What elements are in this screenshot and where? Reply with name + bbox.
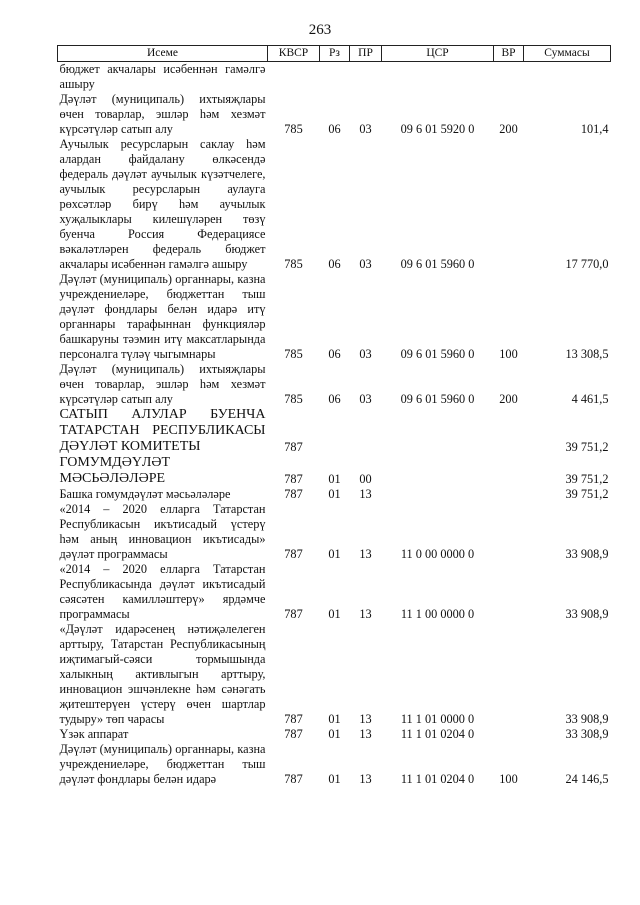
row-sum: 39 751,2 bbox=[565, 487, 609, 501]
row-pr: 03 bbox=[359, 122, 372, 136]
row-name: Дәүләт (муниципаль) органнары, казна учреждениеләре, бюджеттан тыш дәүләт фондлары белән идарә итү органнары тарафыннан функцияләр башкаруны тәэмин итү максатларында персоналга түләү чыгымнары bbox=[59, 272, 266, 361]
table-row bbox=[58, 502, 611, 562]
row-kvsr: 787 bbox=[284, 772, 303, 786]
row-name: САТЫП АЛУЛАР БУЕНЧА ТАТАРСТАН РЕСПУБЛИКАСЫ ДӘҮЛӘТ КОМИТЕТЫ bbox=[59, 407, 266, 454]
row-vr bbox=[494, 502, 524, 562]
row-name: Башка гомумдәүләт мәсьәләләре bbox=[59, 487, 231, 501]
row-vr: 200 bbox=[499, 392, 518, 406]
row-kvsr: 787 bbox=[284, 547, 303, 561]
row-vr bbox=[494, 622, 524, 727]
row-vr bbox=[494, 407, 524, 455]
row-csr: 11 0 00 0000 0 bbox=[400, 547, 475, 561]
header-rz: Рз bbox=[320, 46, 350, 62]
row-pr bbox=[350, 62, 382, 93]
row-name: Аучылык ресурсларын саклау һәм алардан файдалану өлкәсендә федераль дәүләт аучылык күзәтчелеге, аучылык ресурсларын аулауга рөхсәтләр бирү һәм аучылык хуҗалыклары килешүләрен төзү буенча Россия Федерациясе вәкаләтләрен федераль бюджет акчалары исәбеннән гамәлгә ашыру bbox=[59, 137, 266, 271]
row-rz bbox=[320, 407, 350, 455]
table-row bbox=[58, 92, 611, 137]
row-csr: 09 6 01 5920 0 bbox=[400, 122, 475, 136]
row-rz: 01 bbox=[328, 487, 341, 501]
row-kvsr: 787 bbox=[284, 440, 303, 454]
header-csr: ЦСР bbox=[382, 46, 494, 62]
row-kvsr: 785 bbox=[284, 122, 303, 136]
row-rz: 01 bbox=[328, 712, 341, 726]
row-rz: 01 bbox=[328, 607, 341, 621]
table-row bbox=[58, 562, 611, 622]
table-body bbox=[58, 62, 611, 788]
row-sum: 101,4 bbox=[580, 122, 609, 136]
table-row bbox=[58, 455, 611, 487]
row-rz: 06 bbox=[328, 347, 341, 361]
row-sum: 33 908,9 bbox=[565, 607, 609, 621]
row-pr: 13 bbox=[359, 712, 372, 726]
row-sum: 33 908,9 bbox=[565, 547, 609, 561]
row-csr bbox=[382, 407, 494, 455]
header-kvsr: КВСР bbox=[268, 46, 320, 62]
row-vr: 100 bbox=[499, 772, 518, 786]
row-name: «2014 – 2020 елларга Татарстан Республикасында дәүләт икътисадый сәясәтен камилләштерү» ярдәмче программасы bbox=[59, 562, 266, 621]
row-csr: 11 1 01 0000 0 bbox=[400, 712, 475, 726]
row-rz: 06 bbox=[328, 392, 341, 406]
row-pr: 03 bbox=[359, 392, 372, 406]
row-pr: 03 bbox=[359, 257, 372, 271]
table-row bbox=[58, 487, 611, 502]
table-row bbox=[58, 62, 611, 93]
row-rz bbox=[320, 62, 350, 93]
row-kvsr bbox=[268, 62, 320, 93]
row-kvsr: 785 bbox=[284, 257, 303, 271]
row-kvsr: 787 bbox=[284, 607, 303, 621]
row-rz: 06 bbox=[328, 122, 341, 136]
row-pr: 13 bbox=[359, 607, 372, 621]
row-pr: 13 bbox=[359, 487, 372, 501]
table-row bbox=[58, 272, 611, 362]
row-vr bbox=[494, 562, 524, 622]
row-sum: 24 146,5 bbox=[565, 772, 609, 786]
row-sum bbox=[524, 62, 611, 93]
table-header-row bbox=[58, 46, 611, 62]
row-rz: 01 bbox=[328, 727, 341, 741]
table-row bbox=[58, 622, 611, 727]
row-rz: 01 bbox=[328, 472, 341, 486]
row-rz: 01 bbox=[328, 772, 341, 786]
row-kvsr: 785 bbox=[284, 347, 303, 361]
row-kvsr: 785 bbox=[284, 392, 303, 406]
row-pr: 13 bbox=[359, 727, 372, 741]
row-sum: 33 308,9 bbox=[565, 727, 609, 741]
table-row bbox=[58, 137, 611, 272]
row-name: Үзәк аппарат bbox=[59, 727, 129, 741]
row-csr bbox=[382, 62, 494, 93]
row-rz: 06 bbox=[328, 257, 341, 271]
row-sum: 17 770,0 bbox=[565, 257, 609, 271]
row-name: бюджет акчалары исәбеннән гамәлгә ашыру bbox=[59, 62, 266, 91]
row-kvsr: 787 bbox=[284, 472, 303, 486]
row-vr: 100 bbox=[499, 347, 518, 361]
row-name: ГОМУМДӘҮЛӘТ МӘСЬӘЛӘЛӘРЕ bbox=[59, 455, 171, 486]
row-sum: 39 751,2 bbox=[565, 440, 609, 454]
row-pr: 00 bbox=[359, 472, 372, 486]
row-sum: 39 751,2 bbox=[565, 472, 609, 486]
row-kvsr: 787 bbox=[284, 727, 303, 741]
row-name: «2014 – 2020 елларга Татарстан Республикасын икътисадый үстерү һәм аның инновацион икътисады» дәүләт программасы bbox=[59, 502, 266, 561]
row-vr: 200 bbox=[499, 122, 518, 136]
row-name: Дәүләт (муниципаль) органнары, казна учреждениеләре, бюджеттан тыш дәүләт фондлары белән идарә bbox=[59, 742, 266, 786]
row-vr bbox=[494, 455, 524, 487]
row-sum: 13 308,5 bbox=[565, 347, 609, 361]
row-csr: 11 1 01 0204 0 bbox=[400, 772, 475, 786]
row-csr: 11 1 00 0000 0 bbox=[400, 607, 475, 621]
header-vr: ВР bbox=[494, 46, 524, 62]
row-csr: 09 6 01 5960 0 bbox=[400, 257, 475, 271]
table-row bbox=[58, 742, 611, 787]
table-row bbox=[58, 407, 611, 455]
row-kvsr: 787 bbox=[284, 712, 303, 726]
row-vr bbox=[494, 727, 524, 742]
header-pr: ПР bbox=[350, 46, 382, 62]
budget-table bbox=[57, 45, 611, 787]
row-vr bbox=[494, 137, 524, 272]
row-pr: 13 bbox=[359, 772, 372, 786]
row-csr: 09 6 01 5960 0 bbox=[400, 392, 475, 406]
page-number: 263 bbox=[308, 22, 332, 38]
row-pr: 03 bbox=[359, 347, 372, 361]
row-csr: 09 6 01 5960 0 bbox=[400, 347, 475, 361]
row-vr bbox=[494, 487, 524, 502]
row-rz: 01 bbox=[328, 547, 341, 561]
row-csr: 11 1 01 0204 0 bbox=[400, 727, 475, 741]
row-kvsr: 787 bbox=[284, 487, 303, 501]
row-vr bbox=[494, 62, 524, 93]
row-name: «Дәүләт идарәсенең нәтиҗәлелеген арттыру, Татарстан Республикасының иҗтимагый-сәяси тормышында халыкның активлыгын арттыру, инновацион эшчәнлекне һәм сәнәгать җитештерүен үстерү өчен шартлар тудыру» төп чарасы bbox=[59, 622, 266, 726]
row-pr: 13 bbox=[359, 547, 372, 561]
table-row bbox=[58, 727, 611, 742]
row-name: Дәүләт (муниципаль) ихтыяҗлары өчен товарлар, эшләр һәм хезмәт күрсәтүләр сатып алу bbox=[59, 92, 266, 136]
row-sum: 4 461,5 bbox=[571, 392, 609, 406]
table-row bbox=[58, 362, 611, 407]
row-csr bbox=[382, 455, 494, 487]
row-name: Дәүләт (муниципаль) ихтыяҗлары өчен товарлар, эшләр һәм хезмәт күрсәтүләр сатып алу bbox=[59, 362, 266, 406]
header-name: Исеме bbox=[58, 46, 268, 62]
row-sum: 33 908,9 bbox=[565, 712, 609, 726]
row-csr bbox=[382, 487, 494, 502]
row-pr bbox=[350, 407, 382, 455]
header-sum: Суммасы bbox=[524, 46, 611, 62]
